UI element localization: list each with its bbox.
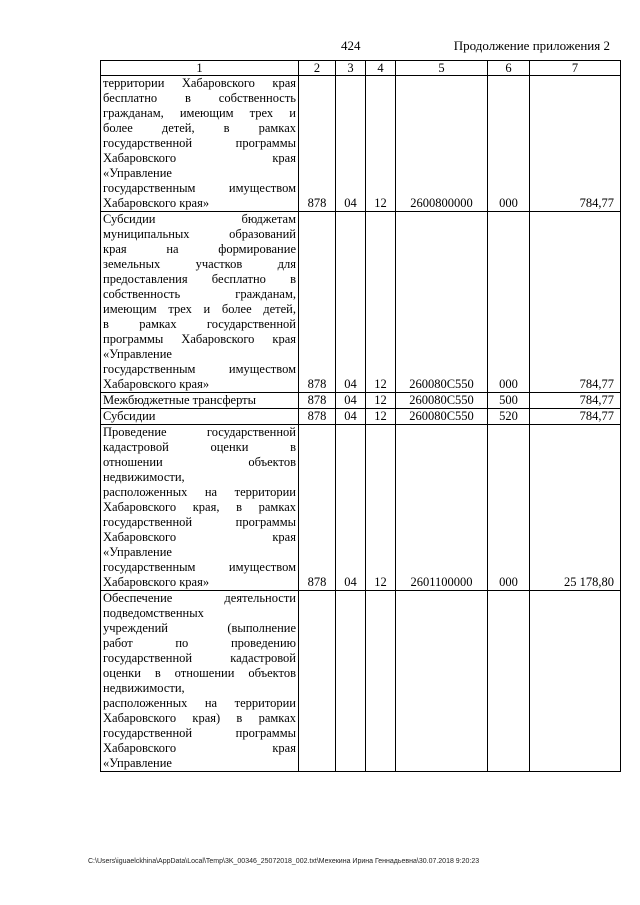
description-line: «Управление <box>103 545 172 559</box>
row-description <box>101 393 299 409</box>
column-header: 7 <box>530 61 621 76</box>
description-line: государственным имуществом <box>103 181 296 195</box>
description-line: «Управление <box>103 347 172 361</box>
section-code: 04 <box>336 409 366 425</box>
expense-type-code: 000 <box>488 76 530 212</box>
description-line: Хабаровского края) в рамках <box>103 711 296 725</box>
target-article-code: 2601100000 <box>396 425 488 591</box>
admin-code: 878 <box>299 393 336 409</box>
column-header: 2 <box>299 61 336 76</box>
column-header: 1 <box>101 61 299 76</box>
amount: 784,77 <box>530 409 621 425</box>
description-line: отношении объектов <box>103 455 296 469</box>
table-row <box>101 76 621 212</box>
description-line: имеющим трех и более детей, <box>103 302 296 316</box>
description-line: программы Хабаровского края <box>103 332 296 346</box>
budget-table <box>100 60 621 772</box>
table-row <box>101 212 621 393</box>
subsection-code <box>366 591 396 772</box>
description-line: недвижимости, <box>103 470 185 484</box>
description-line: «Управление <box>103 756 172 770</box>
description-line: более детей, в рамках <box>103 121 296 135</box>
description-line: Обеспечение деятельности <box>103 591 296 605</box>
description-line: подведомственных <box>103 606 204 620</box>
target-article-code: 260080С550 <box>396 212 488 393</box>
target-article-code: 260080С550 <box>396 393 488 409</box>
amount: 784,77 <box>530 76 621 212</box>
admin-code: 878 <box>299 76 336 212</box>
description-line: Хабаровского края» <box>103 377 210 391</box>
admin-code: 878 <box>299 425 336 591</box>
subsection-code: 12 <box>366 76 396 212</box>
description-line: бесплатно в собственность <box>103 91 296 105</box>
description-line: «Управление <box>103 166 172 180</box>
section-code: 04 <box>336 393 366 409</box>
description-line: расположенных на территории <box>103 485 296 499</box>
column-header: 3 <box>336 61 366 76</box>
subsection-code: 12 <box>366 212 396 393</box>
table-row <box>101 591 621 772</box>
subsection-code: 12 <box>366 393 396 409</box>
description-line: кадастровой оценки в <box>103 440 296 454</box>
row-description <box>101 76 299 212</box>
description-line: работ по проведению <box>103 636 296 650</box>
amount <box>530 591 621 772</box>
amount: 784,77 <box>530 212 621 393</box>
description-line: государственной программы <box>103 136 296 150</box>
target-article-code: 260080С550 <box>396 409 488 425</box>
amount: 25 178,80 <box>530 425 621 591</box>
description-line: государственным имуществом <box>103 560 296 574</box>
amount: 784,77 <box>530 393 621 409</box>
target-article-code <box>396 591 488 772</box>
expense-type-code <box>488 591 530 772</box>
admin-code <box>299 591 336 772</box>
expense-type-code: 000 <box>488 212 530 393</box>
description-line: расположенных на территории <box>103 696 296 710</box>
description-line: края на формирование <box>103 242 296 256</box>
description-line: Субсидии <box>103 409 156 423</box>
description-line: в рамках государственной <box>103 317 296 331</box>
expense-type-code: 500 <box>488 393 530 409</box>
row-description <box>101 212 299 393</box>
row-description <box>101 409 299 425</box>
description-line: Проведение государственной <box>103 425 296 439</box>
target-article-code: 2600800000 <box>396 76 488 212</box>
continuation-label: Продолжение приложения 2 <box>453 38 610 53</box>
description-line: учреждений (выполнение <box>103 621 296 635</box>
column-number-row <box>101 61 621 76</box>
subsection-code: 12 <box>366 409 396 425</box>
description-line: предоставления бесплатно в <box>103 272 296 286</box>
section-code: 04 <box>336 425 366 591</box>
description-line: Субсидии бюджетам <box>103 212 296 226</box>
description-line: земельных участков для <box>103 257 296 271</box>
description-line: Хабаровского края» <box>103 575 210 589</box>
description-line: Межбюджетные трансферты <box>103 393 257 407</box>
description-line: государственной программы <box>103 515 296 529</box>
expense-type-code: 000 <box>488 425 530 591</box>
description-line: Хабаровского края» <box>103 196 210 210</box>
description-line: гражданам, имеющим трех и <box>103 106 296 120</box>
table-row <box>101 393 621 409</box>
row-description <box>101 425 299 591</box>
column-header: 6 <box>488 61 530 76</box>
admin-code: 878 <box>299 409 336 425</box>
description-line: недвижимости, <box>103 681 185 695</box>
row-description <box>101 591 299 772</box>
section-code: 04 <box>336 212 366 393</box>
column-header: 5 <box>396 61 488 76</box>
description-line: собственность гражданам, <box>103 287 296 301</box>
page-number: 424 <box>341 38 361 53</box>
description-line: Хабаровского края <box>103 530 296 544</box>
description-line: Хабаровского края, в рамках <box>103 500 296 514</box>
subsection-code: 12 <box>366 425 396 591</box>
section-code <box>336 591 366 772</box>
description-line: муниципальных образований <box>103 227 296 241</box>
description-line: оценки в отношении объектов <box>103 666 296 680</box>
file-path-footer: C:\Users\iguaelckhina\AppData\Local\Temp\3K_00346_25072018_002.txt\Мехекина Ирина Геннадьевна\30.07.2018 9:20:23 <box>88 858 480 865</box>
description-line: территории Хабаровского края <box>103 76 296 90</box>
admin-code: 878 <box>299 212 336 393</box>
expense-type-code: 520 <box>488 409 530 425</box>
description-line: государственной программы <box>103 726 296 740</box>
description-line: государственным имуществом <box>103 362 296 376</box>
column-header: 4 <box>366 61 396 76</box>
table-row <box>101 409 621 425</box>
table-row <box>101 425 621 591</box>
section-code: 04 <box>336 76 366 212</box>
description-line: Хабаровского края <box>103 151 296 165</box>
description-line: государственной кадастровой <box>103 651 296 665</box>
description-line: Хабаровского края <box>103 741 296 755</box>
